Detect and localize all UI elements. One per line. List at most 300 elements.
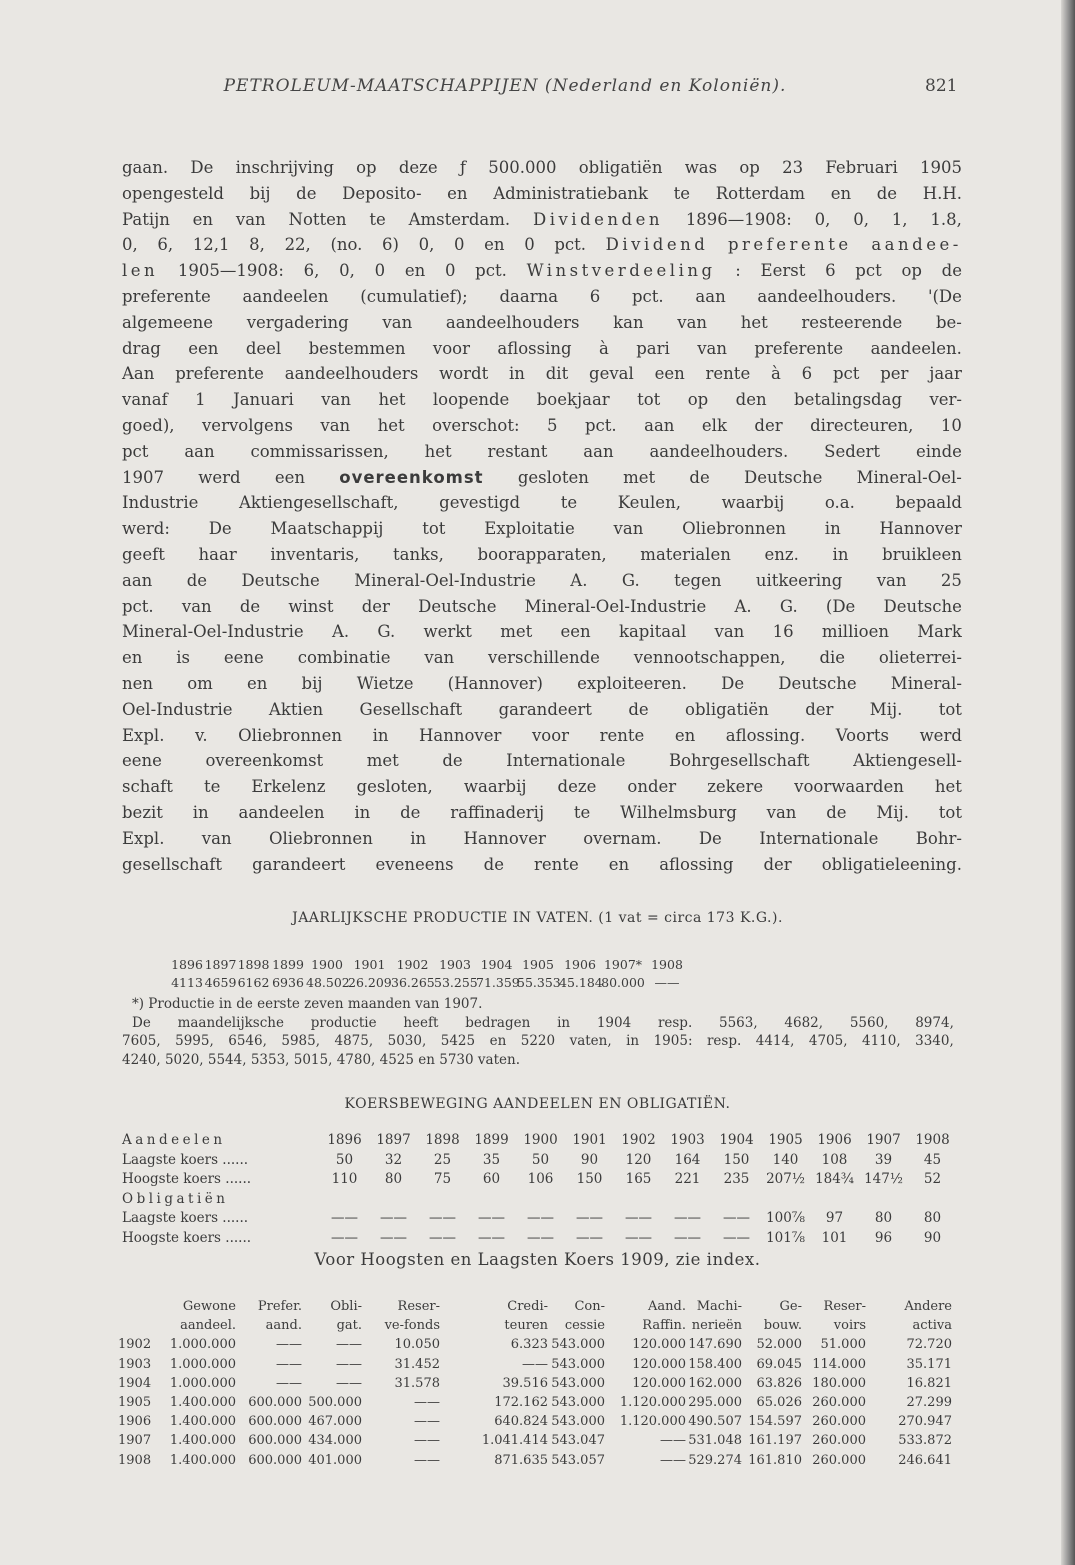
word: van <box>181 596 212 616</box>
text-line <box>122 542 962 568</box>
word: gesloten <box>517 467 589 487</box>
word: geval <box>589 364 634 384</box>
balance-cell: —— <box>660 1433 686 1449</box>
word: de <box>826 802 847 822</box>
word: aan <box>122 570 153 590</box>
word: overeenkomst <box>339 467 484 487</box>
koers-value: —— <box>723 1210 750 1226</box>
year-header: 1897 <box>204 957 237 972</box>
word: het <box>934 777 962 797</box>
word: garandeert <box>252 854 346 874</box>
word: (no. <box>330 235 363 255</box>
word: de <box>442 751 463 771</box>
koers-value: 100⅞ <box>766 1210 805 1226</box>
word: verschillende <box>488 648 600 668</box>
balance-cell: —— <box>414 1433 440 1449</box>
word: het <box>424 441 452 461</box>
word: Exploitatie <box>484 519 575 539</box>
word: de <box>628 699 649 719</box>
balance-cell: 1.120.000 <box>619 1395 686 1411</box>
balance-cell: 10.050 <box>394 1337 440 1353</box>
text-line <box>122 155 962 181</box>
word: De <box>132 1014 151 1031</box>
balance-cell: 69.045 <box>756 1356 802 1372</box>
word: Administratiebank <box>493 183 649 203</box>
word: voor <box>531 725 570 745</box>
word: Aktiengesell- <box>853 751 962 771</box>
word: kapitaal <box>618 622 687 642</box>
column-header: Raffin. <box>642 1318 686 1334</box>
word: en <box>122 648 143 668</box>
koers-value: —— <box>429 1229 456 1246</box>
balance-cell: 39.516 <box>502 1375 548 1391</box>
balance-header-row <box>118 1297 952 1316</box>
word: deze <box>398 158 438 177</box>
word: 6, <box>303 261 320 281</box>
word: Wilhelmsburg <box>620 802 737 822</box>
koers-value: 165 <box>625 1171 652 1187</box>
balance-cell: —— <box>414 1414 440 1430</box>
column-header: aand. <box>265 1318 302 1334</box>
koers-value: 96 <box>874 1229 893 1246</box>
koers-value: 1902 <box>621 1132 656 1148</box>
row-label: Hoogste koers ...... <box>122 1171 252 1187</box>
text-line <box>122 568 962 594</box>
balance-cell: 63.826 <box>756 1375 802 1391</box>
word: aflossing <box>659 854 734 874</box>
word: 1905 <box>919 158 962 177</box>
word: der <box>754 415 783 435</box>
text-line <box>122 645 962 671</box>
word: der <box>361 596 390 616</box>
word: 6 <box>825 261 836 281</box>
word: millioen <box>821 622 889 642</box>
year-header: 1896 <box>171 957 203 972</box>
year-header: 1906 <box>564 957 596 972</box>
koers-value: —— <box>674 1210 701 1226</box>
word: 1.8, <box>930 209 962 229</box>
year-header: 1898 <box>237 957 270 972</box>
koers-value: 80 <box>923 1210 942 1226</box>
production-value: 6162 <box>237 975 270 990</box>
balance-cell: 1.400.000 <box>169 1452 236 1468</box>
word: pct <box>122 441 149 461</box>
word: Mineral-Oel-Industrie <box>354 570 536 590</box>
koers-value: 101 <box>821 1229 848 1246</box>
balance-cell: 543.000 <box>551 1356 605 1372</box>
word: per <box>880 364 909 384</box>
text-line <box>122 619 962 645</box>
word: Deutsche <box>778 673 857 693</box>
word: Hannover <box>419 725 502 745</box>
word: een <box>560 622 591 642</box>
word: Deutsche <box>241 570 320 590</box>
row-label: Hoogste koers ...... <box>122 1229 252 1246</box>
word: in <box>372 725 389 745</box>
word: 0 <box>374 261 386 281</box>
word: in <box>832 544 849 564</box>
word: aan <box>695 286 726 306</box>
koers-value: 39 <box>874 1151 893 1168</box>
row-label: Aandeelen <box>122 1132 226 1148</box>
word: een <box>188 338 219 358</box>
text-line <box>122 594 962 620</box>
word: eene <box>122 751 162 771</box>
balance-cell: 16.821 <box>906 1375 952 1391</box>
text-line <box>122 336 962 362</box>
word: bij <box>249 183 271 203</box>
word: 16 <box>772 622 794 642</box>
word: resp. <box>706 1033 742 1049</box>
word: '(De <box>927 286 962 306</box>
word: obligatiën <box>685 699 769 719</box>
balance-cell: 72.720 <box>906 1337 952 1353</box>
word: werd: <box>122 519 170 539</box>
word: boorapparaten, <box>477 544 607 564</box>
word: van <box>201 828 232 848</box>
monthly-line <box>122 1032 954 1051</box>
word: A. <box>734 596 752 616</box>
column-header: Prefer. <box>257 1299 302 1314</box>
production-value: 48.502 <box>306 975 350 990</box>
word: de <box>689 467 710 487</box>
balance-table <box>118 1297 952 1470</box>
text-line <box>122 310 962 336</box>
koers-value: 80 <box>874 1210 893 1226</box>
word: op <box>687 390 709 410</box>
word: deze <box>557 777 597 797</box>
word: gesloten, <box>356 777 433 797</box>
balance-cell: 401.000 <box>308 1452 362 1468</box>
balance-header-row <box>118 1316 952 1335</box>
column-header: Reser- <box>397 1299 440 1314</box>
word: Oliebronnen <box>238 725 343 745</box>
word: tot <box>938 802 962 822</box>
balance-row <box>118 1355 952 1374</box>
balance-cell: 543.057 <box>551 1452 605 1468</box>
balance-cell: 260.000 <box>812 1414 866 1430</box>
word: Deutsche <box>743 467 823 487</box>
word: opengesteld <box>122 183 224 203</box>
word: 1907 <box>122 467 164 487</box>
column-header: gat. <box>336 1318 362 1334</box>
word: Internationale <box>759 828 879 848</box>
balance-cell: 154.597 <box>748 1414 802 1430</box>
word: 0 <box>524 235 535 255</box>
word: raffinaderij <box>450 802 545 822</box>
word: aflossing <box>497 338 572 358</box>
word: en <box>489 1033 507 1049</box>
word: vennootschappen, <box>633 648 786 668</box>
word: 4414, <box>755 1033 795 1049</box>
word: Winstverdeeling <box>526 261 716 281</box>
word: haar <box>198 544 237 564</box>
word: inventaris, <box>270 544 360 564</box>
word: de <box>400 802 421 822</box>
word: 23 <box>782 158 804 177</box>
koers-value: 150 <box>723 1151 750 1168</box>
word: Sedert <box>824 441 881 461</box>
balance-cell: 529.274 <box>688 1452 742 1468</box>
koers-row <box>122 1209 957 1229</box>
balance-cell: 31.452 <box>394 1356 440 1372</box>
production-value: 71.359 <box>476 975 520 990</box>
word: Hannover <box>463 828 546 848</box>
column-header: bouw. <box>763 1318 802 1334</box>
word: aan <box>644 415 675 435</box>
koers-row <box>122 1190 957 1210</box>
koers-value: 184¾ <box>815 1171 854 1187</box>
koers-value: 52 <box>923 1171 942 1187</box>
word: 0, <box>853 209 869 229</box>
word: goed), <box>122 415 175 435</box>
balance-row <box>118 1431 952 1450</box>
balance-cell: 543.000 <box>551 1395 605 1411</box>
word: van <box>321 390 352 410</box>
text-line <box>122 774 962 800</box>
word: aandeelhouders. <box>757 286 897 306</box>
balance-cell: 543.047 <box>551 1433 605 1449</box>
balance-row <box>118 1412 952 1431</box>
row-label: Laagste koers ...... <box>122 1210 249 1226</box>
word: (De <box>825 596 856 616</box>
word: preferente <box>175 364 264 384</box>
word: 0 <box>454 235 465 255</box>
koers-value: 75 <box>433 1171 452 1187</box>
word: A. <box>331 622 350 642</box>
balance-cell: —— <box>522 1356 548 1372</box>
word: resteerende <box>801 312 903 332</box>
balance-cell: 1.000.000 <box>169 1375 236 1391</box>
word: der <box>805 699 834 719</box>
balance-cell: 434.000 <box>308 1433 362 1449</box>
column-header: teuren <box>504 1318 548 1334</box>
word: De <box>721 673 745 693</box>
row-label: Obligatiën <box>122 1190 229 1207</box>
word: van <box>697 338 727 358</box>
word: voorwaarden <box>794 777 904 797</box>
koers-value: 207½ <box>766 1171 805 1187</box>
word: van <box>766 802 797 822</box>
text-line <box>122 671 962 697</box>
word: van <box>424 648 455 668</box>
word: vaten, <box>569 1033 612 1049</box>
word: Keulen, <box>617 493 681 513</box>
word: betalingsdag <box>794 390 903 410</box>
body-text <box>122 155 962 877</box>
balance-cell: 120.000 <box>632 1375 686 1391</box>
word: 1905: <box>653 1033 693 1049</box>
word: rente <box>599 725 645 745</box>
word: te <box>203 777 221 797</box>
word: 5220 <box>520 1033 556 1049</box>
word: obligatiën <box>578 158 663 177</box>
text-line <box>122 387 962 413</box>
year-header: 1900 <box>311 957 343 972</box>
koers-value: 45 <box>923 1151 942 1168</box>
word: resp. <box>657 1014 693 1031</box>
word: Mij. <box>876 802 909 822</box>
word: Mineral- <box>890 673 962 693</box>
text-line <box>122 800 962 826</box>
koers-value: 1897 <box>376 1132 411 1148</box>
word: pct. <box>631 286 664 306</box>
word: voor <box>432 338 470 358</box>
koers-value: —— <box>429 1210 456 1226</box>
koers-value: 97 <box>825 1210 844 1226</box>
balance-cell: 1.120.000 <box>619 1414 686 1430</box>
word: preferente <box>754 338 844 358</box>
word: gevestigd <box>439 493 521 513</box>
koers-value: —— <box>527 1210 554 1226</box>
koers-note: Voor Hoogsten en Laagsten Koers 1909, zie index. <box>314 1250 761 1269</box>
word: preferente <box>727 235 852 255</box>
word: tot <box>637 390 661 410</box>
balance-cell: 158.400 <box>688 1356 742 1372</box>
word: Maatschappij <box>270 519 384 539</box>
word: (Hannover) <box>447 673 543 693</box>
word: Aan <box>122 364 155 384</box>
word: aan <box>184 441 215 461</box>
word: 1905—1908: <box>177 261 284 281</box>
word: geeft <box>122 544 165 564</box>
balance-cell: 543.000 <box>551 1375 605 1391</box>
text-line <box>122 207 962 233</box>
word: Aktiengesellschaft, <box>239 493 399 513</box>
word: gaan. <box>122 158 169 177</box>
word: schaft <box>122 777 173 797</box>
word: zekere <box>707 777 764 797</box>
koers-value: 1906 <box>817 1132 852 1148</box>
word: nen <box>122 673 154 693</box>
word: materialen <box>640 544 731 564</box>
koers-value: 35 <box>482 1151 501 1168</box>
word: daarna <box>499 286 559 306</box>
koers-value: 32 <box>384 1151 403 1168</box>
balance-cell: 172.162 <box>494 1395 548 1411</box>
balance-cell: 6.323 <box>510 1337 548 1353</box>
word: Deutsche <box>883 596 962 616</box>
year-header: 1902 <box>396 957 429 972</box>
word: 8974, <box>915 1014 954 1031</box>
balance-cell: 120.000 <box>632 1356 686 1372</box>
column-header: Reser- <box>823 1299 866 1314</box>
word: olieterrei- <box>878 648 962 668</box>
word: productie <box>310 1014 377 1031</box>
koers-value: 90 <box>580 1151 599 1168</box>
word: 5985, <box>281 1033 321 1049</box>
word: gesellschaft <box>122 854 223 874</box>
balance-cell: 600.000 <box>248 1433 302 1449</box>
word: bestemmen <box>308 338 406 358</box>
word: eene <box>223 648 264 668</box>
column-header <box>118 1297 150 1316</box>
word: rente <box>705 364 751 384</box>
text-line <box>122 748 962 774</box>
balance-cell: —— <box>336 1375 362 1391</box>
balance-cell: 600.000 <box>248 1452 302 1468</box>
balance-cell: 270.947 <box>898 1414 952 1430</box>
balance-cell: 31.578 <box>394 1375 440 1391</box>
word: Erkelenz <box>251 777 326 797</box>
word: en <box>484 235 505 255</box>
balance-cell: —— <box>660 1452 686 1468</box>
balance-cell: 600.000 <box>248 1414 302 1430</box>
word: Industrie <box>122 493 199 513</box>
balance-cell: 1.000.000 <box>169 1356 236 1372</box>
koers-value: —— <box>478 1210 505 1226</box>
word: Oliebronnen <box>268 828 373 848</box>
word: 4110, <box>862 1033 901 1049</box>
column-header: Andere <box>904 1299 952 1314</box>
word: ver- <box>929 390 962 410</box>
word: 4875, <box>334 1033 374 1049</box>
word: 0 <box>444 261 456 281</box>
text-line <box>122 723 962 749</box>
word: Mineral-Oel-Industrie <box>524 596 707 616</box>
word: 5560, <box>849 1014 889 1031</box>
koers-value: —— <box>331 1210 358 1226</box>
balance-cell: 1.000.000 <box>169 1337 236 1353</box>
word: maandelijksche <box>177 1014 284 1031</box>
word: pari <box>636 338 670 358</box>
koers-value: 150 <box>576 1171 603 1187</box>
balance-cell: 531.048 <box>688 1433 742 1449</box>
column-header: aandeel. <box>180 1318 236 1334</box>
word: 5563, <box>719 1014 758 1031</box>
word: tot <box>422 519 446 539</box>
balance-cell: 871.635 <box>494 1452 548 1468</box>
balance-cell: 35.171 <box>906 1356 952 1372</box>
word: algemeene <box>122 312 214 332</box>
word: onder <box>627 777 677 797</box>
word: Februari <box>825 158 898 177</box>
word: der <box>763 854 792 874</box>
word: G. <box>779 596 798 616</box>
word: 6546, <box>228 1033 267 1049</box>
word: Amsterdam. <box>408 209 511 229</box>
word: Patijn <box>122 209 170 229</box>
word: elk <box>701 415 727 435</box>
word: Bohr- <box>915 828 962 848</box>
balance-cell: 161.810 <box>748 1452 802 1468</box>
year-header: 1899 <box>272 957 304 972</box>
word: 1 <box>195 390 206 410</box>
word: 1904 <box>596 1014 632 1031</box>
word: 6 <box>801 364 813 384</box>
running-header: PETROLEUM-MAATSCHAPPIJEN (Nederland en Koloniën). <box>223 76 787 96</box>
text-line <box>122 361 962 387</box>
word: v. <box>194 725 208 745</box>
column-header: Machi- <box>696 1299 742 1314</box>
koers-value: 1904 <box>719 1132 754 1148</box>
koers-value: 147½ <box>864 1171 903 1187</box>
word: preferente <box>122 286 211 306</box>
balance-row <box>118 1451 952 1470</box>
word: vergadering <box>246 312 349 332</box>
text-line <box>122 439 962 465</box>
word: in <box>410 828 427 848</box>
word: : <box>735 261 741 281</box>
balance-cell: 490.507 <box>688 1414 742 1430</box>
word: met <box>500 622 533 642</box>
word: Expl. <box>122 828 165 848</box>
column-header: Ge- <box>779 1299 802 1314</box>
balance-cell: 543.000 <box>551 1414 605 1430</box>
word: boekjaar <box>536 390 610 410</box>
word: was <box>684 158 718 177</box>
word: van <box>235 209 266 229</box>
